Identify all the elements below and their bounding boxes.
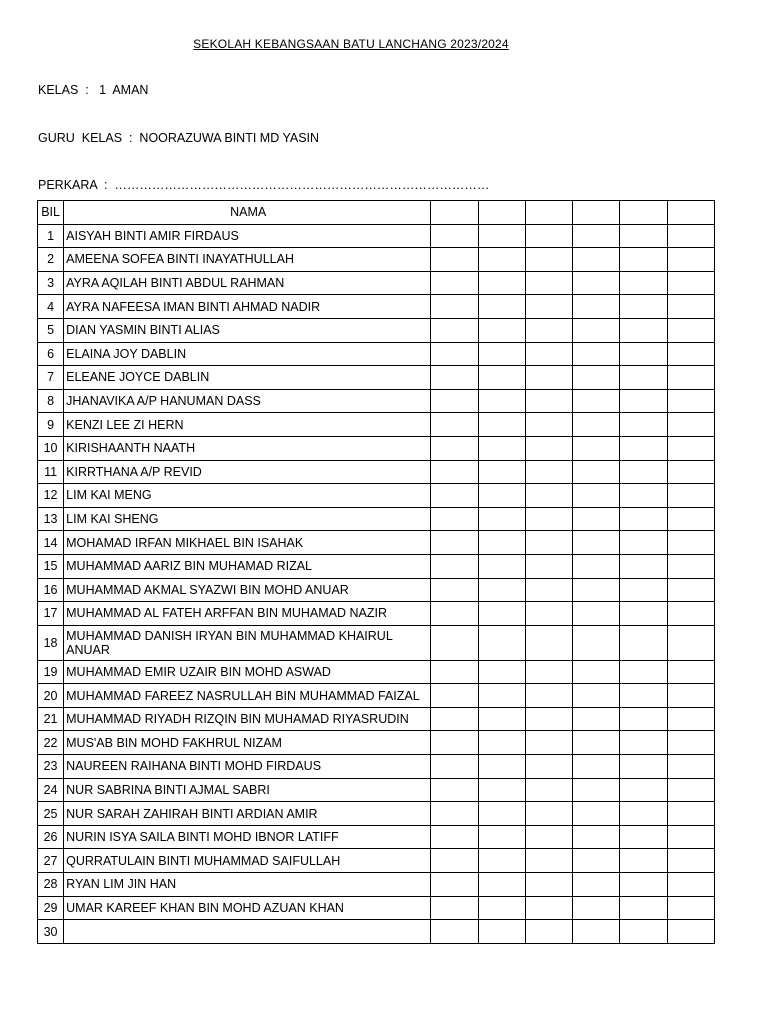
mark-cell — [525, 802, 572, 826]
mark-cell — [525, 413, 572, 437]
mark-cell — [667, 295, 714, 319]
table-row — [38, 271, 715, 295]
student-name: LIM KAI SHENG — [64, 507, 431, 531]
mark-cell — [573, 873, 620, 897]
mark-cell — [667, 625, 714, 660]
mark-cell — [620, 625, 667, 660]
mark-cell — [573, 460, 620, 484]
mark-cell — [573, 625, 620, 660]
mark-cell — [478, 625, 525, 660]
student-name: MUHAMMAD AKMAL SYAZWI BIN MOHD ANUAR — [64, 578, 431, 602]
mark-cell — [573, 849, 620, 873]
student-name: NUR SABRINA BINTI AJMAL SABRI — [64, 778, 431, 802]
mark-cell — [620, 554, 667, 578]
mark-cell — [620, 707, 667, 731]
student-name: NAUREEN RAIHANA BINTI MOHD FIRDAUS — [64, 755, 431, 779]
row-number: 15 — [38, 554, 64, 578]
mark-cell — [525, 920, 572, 944]
mark-cell — [431, 625, 478, 660]
mark-cell — [431, 554, 478, 578]
mark-cell — [620, 578, 667, 602]
mark-cell — [667, 825, 714, 849]
mark-cell — [431, 389, 478, 413]
table-row — [38, 684, 715, 708]
mark-cell — [478, 460, 525, 484]
mark-cell — [478, 825, 525, 849]
mark-cell — [525, 684, 572, 708]
mark-cell — [478, 920, 525, 944]
mark-cell — [620, 825, 667, 849]
row-number: 6 — [38, 342, 64, 366]
mark-cell — [525, 731, 572, 755]
table-row — [38, 554, 715, 578]
mark-cell — [525, 342, 572, 366]
table-row — [38, 389, 715, 413]
table-row — [38, 625, 715, 660]
table-row — [38, 436, 715, 460]
mark-cell — [620, 802, 667, 826]
mark-cell — [525, 602, 572, 626]
mark-cell — [620, 896, 667, 920]
mark-cell — [478, 602, 525, 626]
mark-cell — [431, 248, 478, 272]
mark-cell — [573, 318, 620, 342]
mark-cell — [573, 707, 620, 731]
mark-cell — [667, 778, 714, 802]
mark-cell — [573, 684, 620, 708]
class-teacher-label: GURU KELAS : NOORAZUWA BINTI MD YASIN — [38, 131, 320, 145]
mark-cell — [667, 413, 714, 437]
mark-cell — [431, 731, 478, 755]
row-number: 25 — [38, 802, 64, 826]
row-number: 14 — [38, 531, 64, 555]
student-name: MUHAMMAD DANISH IRYAN BIN MUHAMMAD KHAIRUL ANUAR — [64, 625, 431, 660]
mark-cell — [525, 484, 572, 508]
mark-cell — [573, 366, 620, 390]
mark-cell — [478, 778, 525, 802]
mark-column-header — [525, 201, 572, 225]
mark-column-header — [431, 201, 478, 225]
row-number: 13 — [38, 507, 64, 531]
mark-cell — [573, 896, 620, 920]
table-row — [38, 602, 715, 626]
student-name: ELEANE JOYCE DABLIN — [64, 366, 431, 390]
row-number: 5 — [38, 318, 64, 342]
mark-cell — [667, 896, 714, 920]
table-row — [38, 802, 715, 826]
mark-cell — [620, 778, 667, 802]
table-row — [38, 778, 715, 802]
mark-cell — [667, 436, 714, 460]
header-nama: NAMA — [64, 201, 431, 225]
table-row — [38, 413, 715, 437]
mark-cell — [620, 849, 667, 873]
mark-cell — [478, 755, 525, 779]
mark-cell — [620, 507, 667, 531]
mark-cell — [667, 802, 714, 826]
mark-cell — [620, 660, 667, 684]
header-bil: BIL — [38, 201, 64, 225]
table-row — [38, 578, 715, 602]
mark-cell — [431, 802, 478, 826]
mark-cell — [573, 755, 620, 779]
mark-cell — [525, 460, 572, 484]
student-name: KIRISHAANTH NAATH — [64, 436, 431, 460]
mark-cell — [620, 248, 667, 272]
mark-cell — [573, 507, 620, 531]
student-name: NUR SARAH ZAHIRAH BINTI ARDIAN AMIR — [64, 802, 431, 826]
mark-cell — [525, 507, 572, 531]
row-number: 8 — [38, 389, 64, 413]
mark-cell — [431, 707, 478, 731]
row-number: 21 — [38, 707, 64, 731]
mark-cell — [478, 554, 525, 578]
mark-cell — [620, 413, 667, 437]
mark-cell — [667, 554, 714, 578]
mark-cell — [667, 602, 714, 626]
mark-cell — [667, 707, 714, 731]
mark-cell — [667, 660, 714, 684]
mark-cell — [573, 224, 620, 248]
mark-cell — [620, 484, 667, 508]
table-row — [38, 248, 715, 272]
mark-cell — [431, 602, 478, 626]
mark-cell — [620, 318, 667, 342]
row-number: 4 — [38, 295, 64, 319]
student-name: ELAINA JOY DABLIN — [64, 342, 431, 366]
table-row — [38, 707, 715, 731]
mark-cell — [573, 660, 620, 684]
mark-cell — [620, 366, 667, 390]
row-number: 7 — [38, 366, 64, 390]
mark-cell — [431, 318, 478, 342]
row-number: 18 — [38, 625, 64, 660]
mark-cell — [573, 825, 620, 849]
mark-column-header — [620, 201, 667, 225]
mark-cell — [667, 271, 714, 295]
mark-cell — [667, 318, 714, 342]
mark-cell — [478, 366, 525, 390]
mark-cell — [620, 873, 667, 897]
mark-cell — [525, 248, 572, 272]
mark-cell — [667, 342, 714, 366]
mark-cell — [620, 731, 667, 755]
student-name: MUHAMMAD RIYADH RIZQIN BIN MUHAMAD RIYASRUDIN — [64, 707, 431, 731]
mark-cell — [478, 731, 525, 755]
mark-cell — [620, 271, 667, 295]
mark-cell — [478, 318, 525, 342]
row-number: 19 — [38, 660, 64, 684]
mark-cell — [667, 507, 714, 531]
mark-cell — [525, 531, 572, 555]
table-row — [38, 460, 715, 484]
mark-column-header — [573, 201, 620, 225]
mark-column-header — [478, 201, 525, 225]
student-name: LIM KAI MENG — [64, 484, 431, 508]
mark-cell — [431, 578, 478, 602]
row-number: 20 — [38, 684, 64, 708]
subject-line: PERKARA : ……………………………………………………………………………… — [38, 178, 490, 192]
mark-cell — [525, 224, 572, 248]
mark-cell — [667, 873, 714, 897]
mark-cell — [573, 920, 620, 944]
mark-cell — [525, 660, 572, 684]
row-number: 2 — [38, 248, 64, 272]
mark-cell — [573, 778, 620, 802]
table-row — [38, 755, 715, 779]
mark-cell — [478, 271, 525, 295]
mark-cell — [478, 707, 525, 731]
mark-cell — [431, 507, 478, 531]
mark-cell — [431, 660, 478, 684]
mark-cell — [573, 248, 620, 272]
table-row — [38, 484, 715, 508]
mark-cell — [525, 271, 572, 295]
row-number: 11 — [38, 460, 64, 484]
student-roster-table — [37, 200, 715, 944]
row-number: 16 — [38, 578, 64, 602]
mark-cell — [478, 389, 525, 413]
student-name: AMEENA SOFEA BINTI INAYATHULLAH — [64, 248, 431, 272]
mark-cell — [431, 342, 478, 366]
mark-cell — [620, 755, 667, 779]
mark-cell — [431, 778, 478, 802]
mark-cell — [525, 707, 572, 731]
row-number: 26 — [38, 825, 64, 849]
mark-cell — [573, 271, 620, 295]
mark-cell — [667, 578, 714, 602]
mark-cell — [620, 684, 667, 708]
student-name: KIRRTHANA A/P REVID — [64, 460, 431, 484]
mark-cell — [431, 755, 478, 779]
table-row — [38, 920, 715, 944]
mark-cell — [573, 602, 620, 626]
mark-cell — [525, 825, 572, 849]
student-name: DIAN YASMIN BINTI ALIAS — [64, 318, 431, 342]
mark-cell — [431, 224, 478, 248]
mark-cell — [573, 295, 620, 319]
mark-cell — [478, 436, 525, 460]
mark-cell — [525, 295, 572, 319]
mark-cell — [620, 224, 667, 248]
mark-cell — [667, 684, 714, 708]
student-name: JHANAVIKA A/P HANUMAN DASS — [64, 389, 431, 413]
mark-cell — [478, 248, 525, 272]
row-number: 9 — [38, 413, 64, 437]
student-name: AISYAH BINTI AMIR FIRDAUS — [64, 224, 431, 248]
mark-cell — [620, 295, 667, 319]
student-name: MUHAMMAD EMIR UZAIR BIN MOHD ASWAD — [64, 660, 431, 684]
table-row — [38, 295, 715, 319]
mark-cell — [573, 389, 620, 413]
student-name: NURIN ISYA SAILA BINTI MOHD IBNOR LATIFF — [64, 825, 431, 849]
mark-cell — [573, 531, 620, 555]
mark-cell — [478, 578, 525, 602]
row-number: 10 — [38, 436, 64, 460]
mark-cell — [667, 389, 714, 413]
mark-cell — [667, 920, 714, 944]
table-row — [38, 873, 715, 897]
table-row — [38, 731, 715, 755]
mark-cell — [478, 413, 525, 437]
mark-cell — [478, 342, 525, 366]
mark-cell — [573, 413, 620, 437]
mark-cell — [525, 389, 572, 413]
mark-cell — [478, 849, 525, 873]
table-row — [38, 224, 715, 248]
student-name: RYAN LIM JIN HAN — [64, 873, 431, 897]
mark-cell — [431, 484, 478, 508]
mark-cell — [478, 484, 525, 508]
mark-cell — [478, 660, 525, 684]
mark-cell — [620, 460, 667, 484]
mark-cell — [573, 436, 620, 460]
mark-cell — [478, 873, 525, 897]
mark-cell — [620, 389, 667, 413]
row-number: 28 — [38, 873, 64, 897]
mark-cell — [431, 436, 478, 460]
mark-cell — [525, 755, 572, 779]
table-header-row — [38, 201, 715, 225]
mark-cell — [525, 873, 572, 897]
student-name: MOHAMAD IRFAN MIKHAEL BIN ISAHAK — [64, 531, 431, 555]
mark-cell — [431, 849, 478, 873]
mark-cell — [431, 460, 478, 484]
mark-cell — [667, 849, 714, 873]
mark-cell — [478, 684, 525, 708]
table-row — [38, 342, 715, 366]
mark-cell — [478, 295, 525, 319]
mark-cell — [431, 825, 478, 849]
mark-cell — [431, 531, 478, 555]
mark-cell — [431, 684, 478, 708]
mark-cell — [525, 778, 572, 802]
student-name: UMAR KAREEF KHAN BIN MOHD AZUAN KHAN — [64, 896, 431, 920]
row-number: 17 — [38, 602, 64, 626]
mark-cell — [620, 920, 667, 944]
student-name: QURRATULAIN BINTI MUHAMMAD SAIFULLAH — [64, 849, 431, 873]
class-label: KELAS : 1 AMAN — [38, 83, 149, 97]
mark-cell — [525, 436, 572, 460]
mark-cell — [525, 554, 572, 578]
mark-cell — [667, 366, 714, 390]
mark-cell — [620, 602, 667, 626]
mark-cell — [573, 731, 620, 755]
mark-cell — [431, 413, 478, 437]
mark-cell — [573, 342, 620, 366]
mark-cell — [431, 366, 478, 390]
mark-cell — [431, 271, 478, 295]
mark-cell — [525, 578, 572, 602]
row-number: 22 — [38, 731, 64, 755]
mark-cell — [573, 484, 620, 508]
mark-cell — [525, 318, 572, 342]
student-name — [64, 920, 431, 944]
table-row — [38, 531, 715, 555]
mark-cell — [667, 484, 714, 508]
mark-cell — [620, 436, 667, 460]
mark-cell — [620, 531, 667, 555]
mark-cell — [667, 731, 714, 755]
mark-cell — [573, 554, 620, 578]
table-row — [38, 849, 715, 873]
mark-cell — [525, 849, 572, 873]
row-number: 30 — [38, 920, 64, 944]
row-number: 27 — [38, 849, 64, 873]
school-title: SEKOLAH KEBANGSAAN BATU LANCHANG 2023/2024 — [193, 37, 509, 51]
mark-cell — [478, 224, 525, 248]
mark-cell — [478, 507, 525, 531]
mark-column-header — [667, 201, 714, 225]
roster-body — [38, 224, 715, 943]
row-number: 3 — [38, 271, 64, 295]
mark-cell — [478, 896, 525, 920]
table-row — [38, 507, 715, 531]
mark-cell — [431, 873, 478, 897]
mark-cell — [431, 920, 478, 944]
student-name: MUHAMMAD FAREEZ NASRULLAH BIN MUHAMMAD FAIZAL — [64, 684, 431, 708]
mark-cell — [478, 531, 525, 555]
mark-cell — [431, 896, 478, 920]
mark-cell — [478, 802, 525, 826]
mark-cell — [620, 342, 667, 366]
row-number: 24 — [38, 778, 64, 802]
student-name: KENZI LEE ZI HERN — [64, 413, 431, 437]
table-row — [38, 366, 715, 390]
student-name: MUHAMMAD AARIZ BIN MUHAMAD RIZAL — [64, 554, 431, 578]
mark-cell — [573, 578, 620, 602]
table-row — [38, 660, 715, 684]
mark-cell — [525, 366, 572, 390]
table-row — [38, 896, 715, 920]
mark-cell — [431, 295, 478, 319]
student-name: MUHAMMAD AL FATEH ARFFAN BIN MUHAMAD NAZIR — [64, 602, 431, 626]
student-name: MUS'AB BIN MOHD FAKHRUL NIZAM — [64, 731, 431, 755]
mark-cell — [525, 625, 572, 660]
mark-cell — [525, 896, 572, 920]
mark-cell — [667, 224, 714, 248]
mark-cell — [667, 531, 714, 555]
mark-cell — [667, 248, 714, 272]
row-number: 29 — [38, 896, 64, 920]
table-row — [38, 825, 715, 849]
row-number: 1 — [38, 224, 64, 248]
student-name: AYRA NAFEESA IMAN BINTI AHMAD NADIR — [64, 295, 431, 319]
table-row — [38, 318, 715, 342]
student-name: AYRA AQILAH BINTI ABDUL RAHMAN — [64, 271, 431, 295]
row-number: 12 — [38, 484, 64, 508]
row-number: 23 — [38, 755, 64, 779]
mark-cell — [667, 755, 714, 779]
mark-cell — [573, 802, 620, 826]
mark-cell — [667, 460, 714, 484]
